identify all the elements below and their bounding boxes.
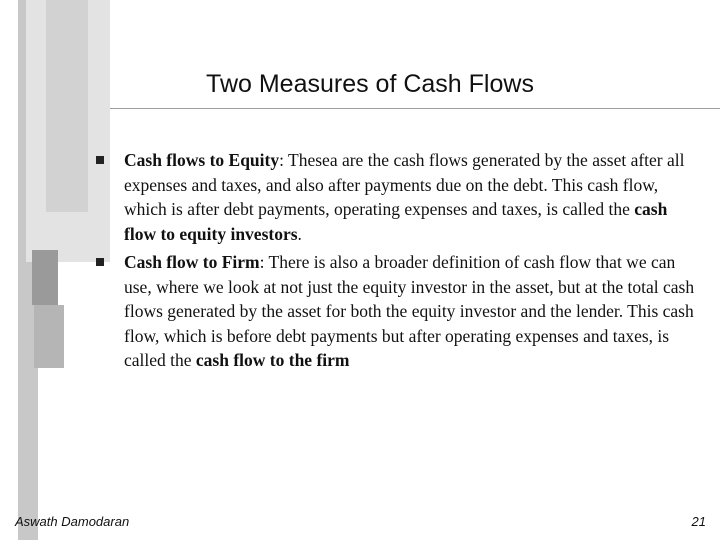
bullet-text: : Thesea are the cash flows generated by the asset after all expenses and taxes, and also after payments due on the debt. This cash flow, which is after debt payments, operating expenses and taxes, is called the bbox=[124, 150, 685, 219]
square-bullet-icon bbox=[96, 156, 104, 164]
bullet-text: : There is also a broader definition of cash flow that we can use, where we look at not just the equity investor in the asset, but at the total cash flows generated by the asset for both the equity investor and the lender. This cash flow, which is before debt payments but after operating expenses and taxes, is called the bbox=[124, 252, 695, 370]
decorative-bar bbox=[46, 0, 88, 212]
bullet-item bbox=[96, 250, 700, 373]
slide-title: Two Measures of Cash Flows bbox=[206, 70, 534, 98]
bullet-emphasis: cash flow to the firm bbox=[195, 350, 350, 370]
decorative-bar bbox=[34, 305, 64, 368]
footer-author: Aswath Damodaran bbox=[15, 514, 130, 529]
bullet-term: Cash flow to Firm bbox=[124, 252, 260, 272]
page-number: 21 bbox=[691, 514, 706, 529]
bullet-item bbox=[96, 148, 700, 246]
bullet-tail: . bbox=[297, 223, 302, 244]
decorative-bar bbox=[32, 250, 58, 305]
bullet-list bbox=[96, 148, 700, 377]
bullet-emphasis: cash flow to equity investors bbox=[124, 199, 668, 244]
square-bullet-icon bbox=[96, 258, 104, 266]
title-divider bbox=[110, 108, 720, 109]
bullet-term: Cash flows to Equity bbox=[124, 150, 280, 170]
